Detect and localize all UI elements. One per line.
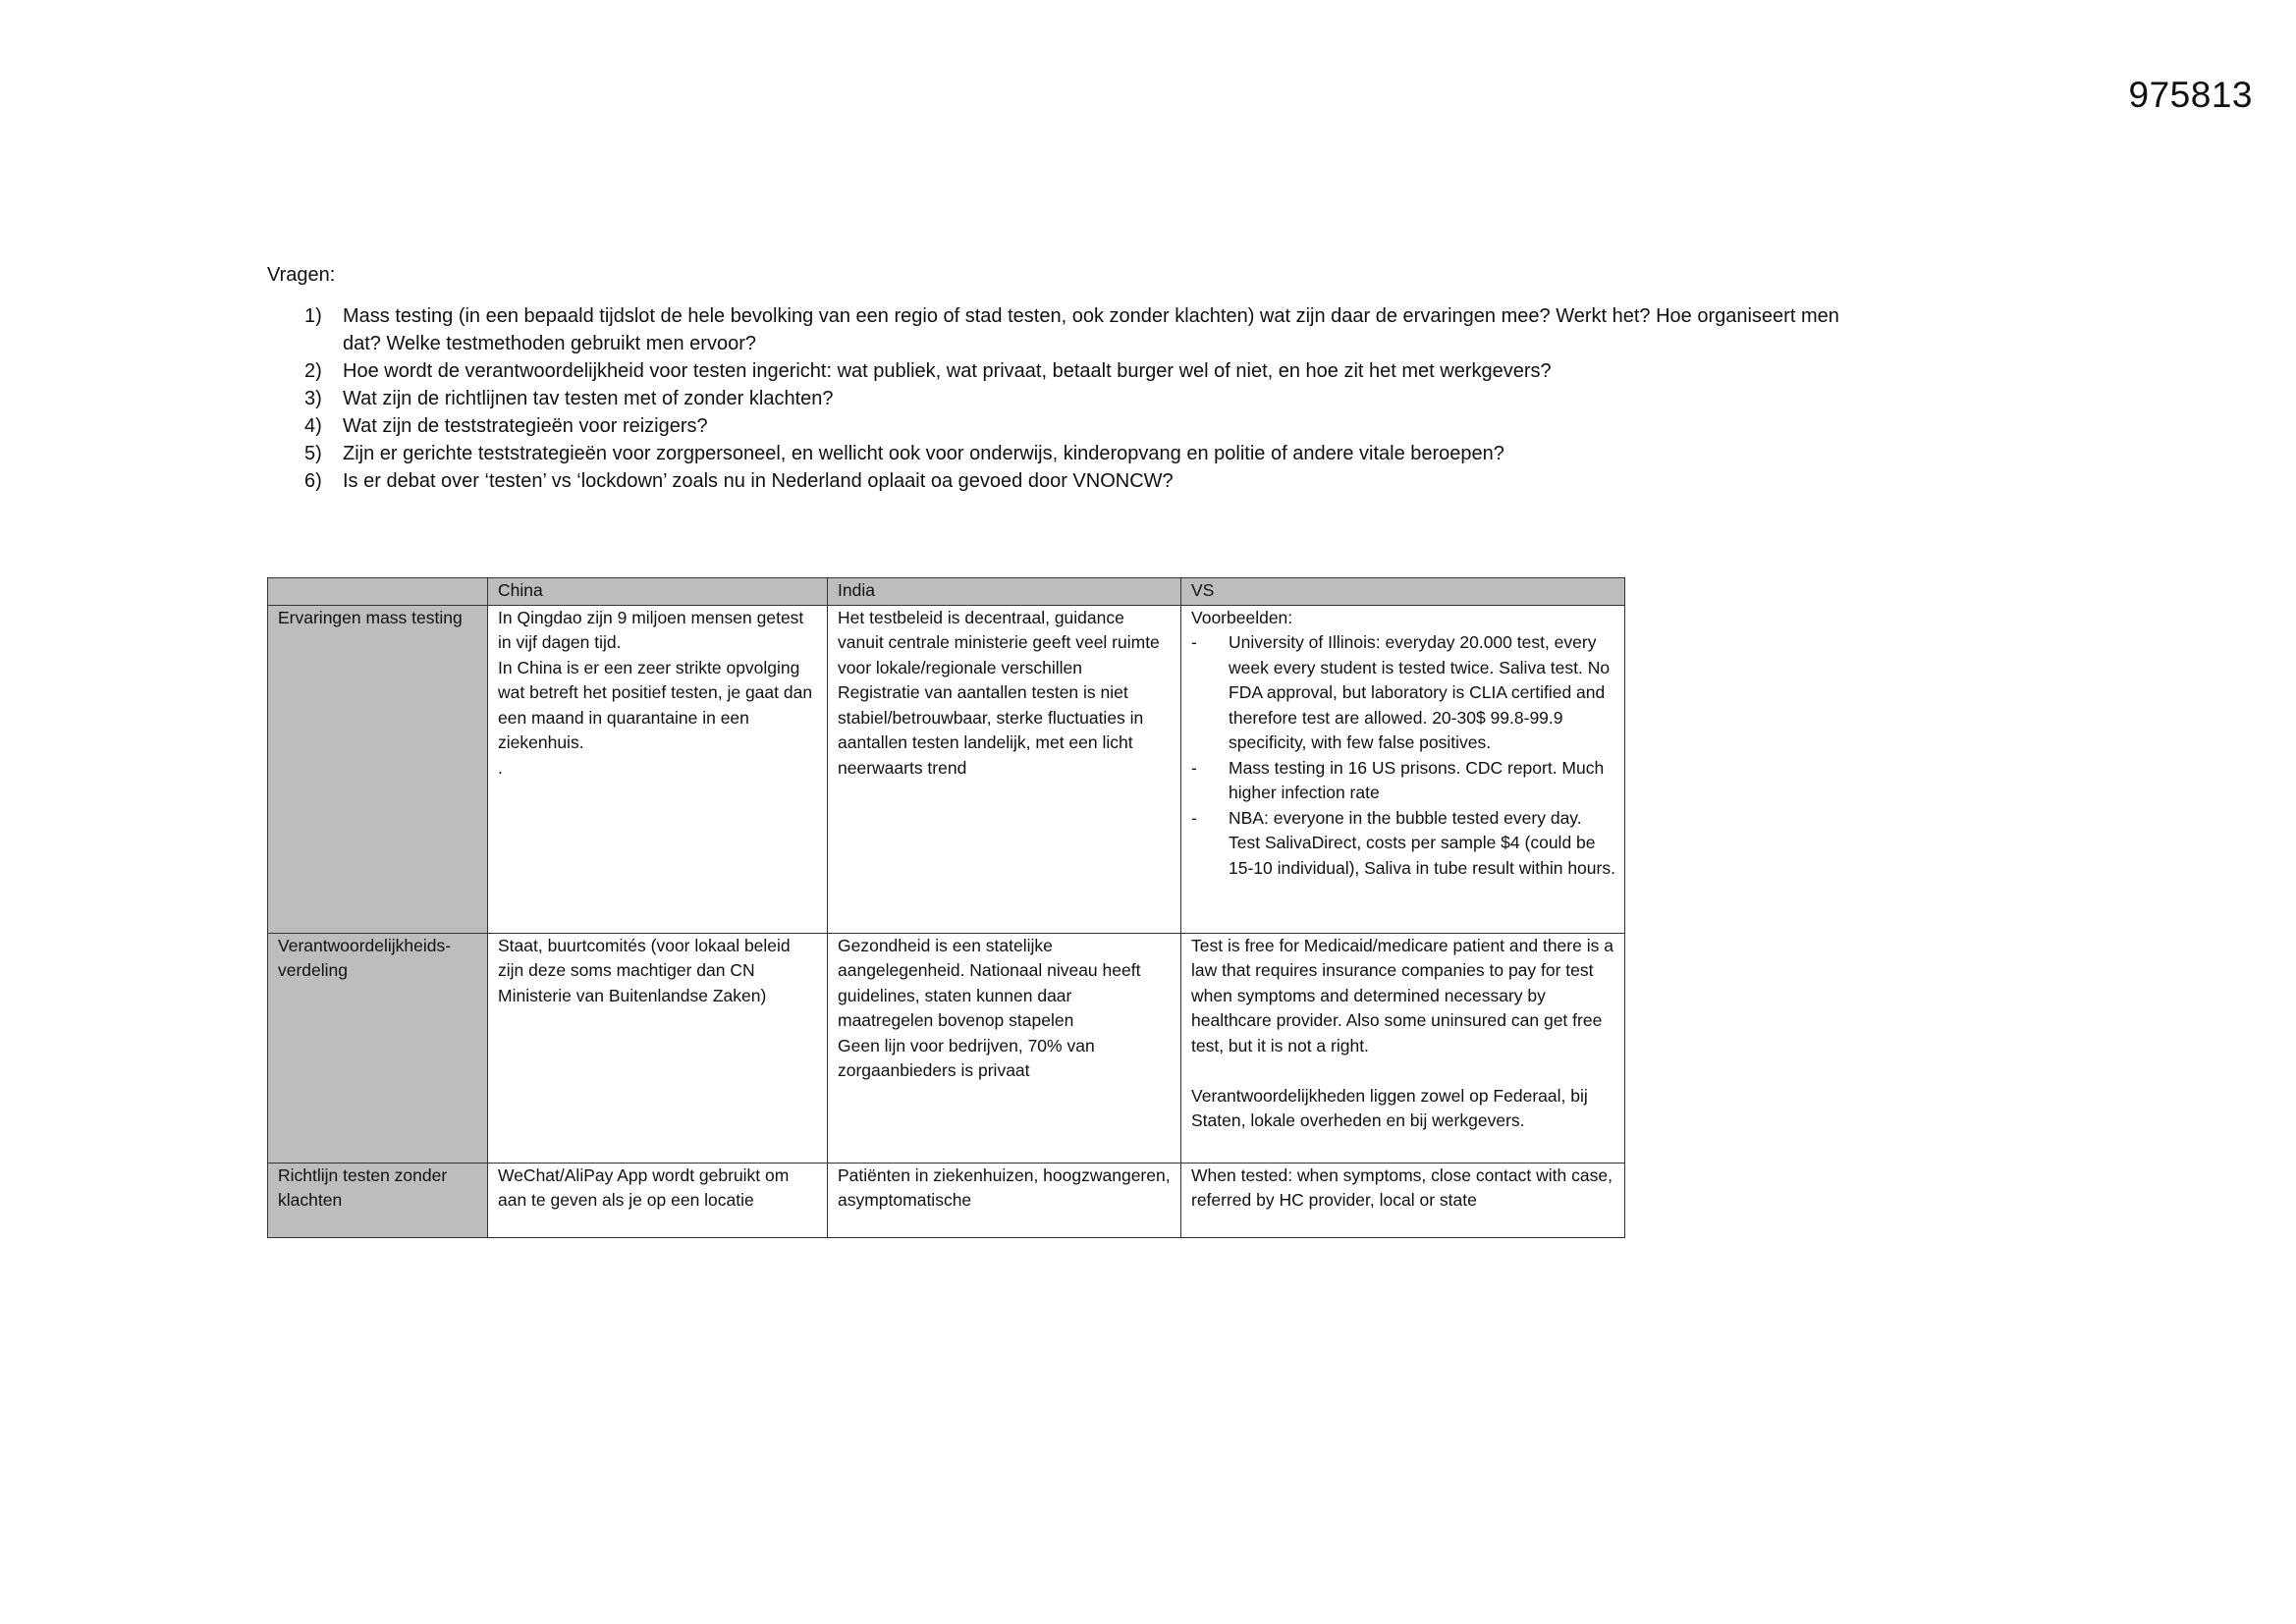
cell-text: Test is free for Medicaid/medicare patient and there is a law that requires insurance companies to pay for test when symptoms and determined necessary by healthcare provider. Also some uninsured can get free test, but it is not a right.: [1191, 935, 1613, 1056]
cell-text: Voorbeelden:: [1191, 607, 1293, 627]
cell-text: WeChat/AliPay App wordt gebruikt om aan te geven als je op een locatie: [498, 1164, 790, 1210]
cell-india: [828, 933, 1181, 1163]
bullet-text: University of Illinois: everyday 20.000 test, every week every student is tested twice. Saliva test. No FDA approval, but laboratory is CLIA certified and therefore test are allowed. 20-30$ 99.8-99.9 specificity, with few false positives.: [1229, 632, 1611, 752]
cell-text: When tested: when symptoms, close contact with case, referred by HC provider, local or state: [1191, 1164, 1613, 1210]
list-item: [1191, 630, 1615, 756]
bullet-text: Mass testing in 16 US prisons. CDC report. Much higher infection rate: [1229, 757, 1605, 802]
bullet-dash: -: [1191, 632, 1197, 652]
country-comparison-table: [267, 577, 1625, 1238]
table-row: [268, 933, 1625, 1163]
question-number: 4): [304, 415, 322, 437]
question-number: 3): [304, 388, 322, 409]
cell-text: Staat, buurtcomités (voor lokaal beleid zijn deze soms machtiger dan CN Ministerie van Buitenlandse Zaken): [498, 935, 791, 1005]
row-label: Richtlijn testen zonder klachten: [268, 1163, 488, 1237]
header-china: China: [488, 578, 828, 606]
header-india: India: [828, 578, 1181, 606]
cell-text: .: [498, 757, 503, 778]
question-number: 5): [304, 443, 322, 464]
cell-vs: [1181, 605, 1625, 933]
cell-india: [828, 1163, 1181, 1237]
cell-vs: [1181, 1163, 1625, 1237]
document-id: 975813: [2128, 75, 2253, 115]
question-number: 6): [304, 470, 322, 492]
row-label: Verantwoordelijkheids-verdeling: [268, 933, 488, 1163]
question-item: [267, 385, 1875, 412]
cell-text: Verantwoordelijkheden liggen zowel op Federaal, bij Staten, lokale overheden en bij werkgevers.: [1191, 1085, 1588, 1130]
cell-text: Geen lijn voor bedrijven, 70% van zorgaanbieders is privaat: [838, 1035, 1095, 1080]
header-vs: VS: [1181, 578, 1625, 606]
question-item: [267, 302, 1875, 357]
question-number: 1): [304, 305, 322, 327]
cell-text: In Qingdao zijn 9 miljoen mensen getest in vijf dagen tijd.: [498, 607, 804, 652]
bullet-dash: -: [1191, 807, 1197, 828]
bullet-text: NBA: everyone in the bubble tested every day. Test SalivaDirect, costs per sample $4 (could be 15-10 individual), Saliva in tube result within hours.: [1229, 807, 1615, 878]
row-label: Ervaringen mass testing: [268, 605, 488, 933]
cell-text: Het testbeleid is decentraal, guidance vanuit centrale ministerie geeft veel ruimte voor lokale/regionale verschillen: [838, 607, 1160, 677]
question-text: Wat zijn de richtlijnen tav testen met of zonder klachten?: [343, 388, 834, 409]
cell-text: In China is er een zeer strikte opvolging wat betreft het positief testen, je gaat dan een maand in quarantaine in een ziekenhuis.: [498, 657, 813, 752]
question-text: Wat zijn de teststrategieën voor reizigers?: [343, 415, 708, 437]
questions-title: Vragen:: [267, 264, 336, 286]
cell-china: [488, 933, 828, 1163]
question-text: Zijn er gerichte teststrategieën voor zorgpersoneel, en wellicht ook voor onderwijs, kinderopvang en politie of andere vitale beroepen?: [343, 443, 1504, 464]
cell-india: [828, 605, 1181, 933]
bullet-list: [1191, 630, 1615, 881]
question-item: [267, 357, 1875, 385]
list-item: [1191, 756, 1615, 806]
cell-china: [488, 1163, 828, 1237]
question-number: 2): [304, 360, 322, 382]
list-item: [1191, 806, 1615, 882]
table-header-row: [268, 578, 1625, 606]
question-list: [267, 302, 1839, 495]
bullet-dash: -: [1191, 757, 1197, 778]
question-text: Is er debat over ‘testen’ vs ‘lockdown’ zoals nu in Nederland oplaait oa gevoed door VNONCW?: [343, 470, 1174, 492]
question-text: Mass testing (in een bepaald tijdslot de hele bevolking van een regio of stad testen, ook zonder klachten) wat zijn daar de ervaringen mee? Werkt het? Hoe organiseert men dat? Welke testmethoden gebruikt men ervoor?: [343, 305, 1839, 354]
blank-line: [1191, 1058, 1615, 1084]
question-item: [267, 412, 1875, 440]
question-item: [267, 440, 1875, 467]
cell-vs: [1181, 933, 1625, 1163]
questions-section: [267, 261, 1839, 495]
header-empty-cell: [268, 578, 488, 606]
cell-china: [488, 605, 828, 933]
cell-text: Patiënten in ziekenhuizen, hoogzwangeren, asymptomatische: [838, 1164, 1171, 1210]
table-row: [268, 605, 1625, 933]
question-text: Hoe wordt de verantwoordelijkheid voor testen ingericht: wat publiek, wat privaat, betaalt burger wel of niet, en hoe zit het met werkgevers?: [343, 360, 1552, 382]
cell-text: Gezondheid is een statelijke aangelegenheid. Nationaal niveau heeft guidelines, staten kunnen daar maatregelen bovenop stapelen: [838, 935, 1141, 1030]
table-row: [268, 1163, 1625, 1237]
cell-text: Registratie van aantallen testen is niet stabiel/betrouwbaar, sterke fluctuaties in aantallen testen landelijk, met een licht neerwaarts trend: [838, 682, 1144, 778]
question-item: [267, 467, 1875, 495]
